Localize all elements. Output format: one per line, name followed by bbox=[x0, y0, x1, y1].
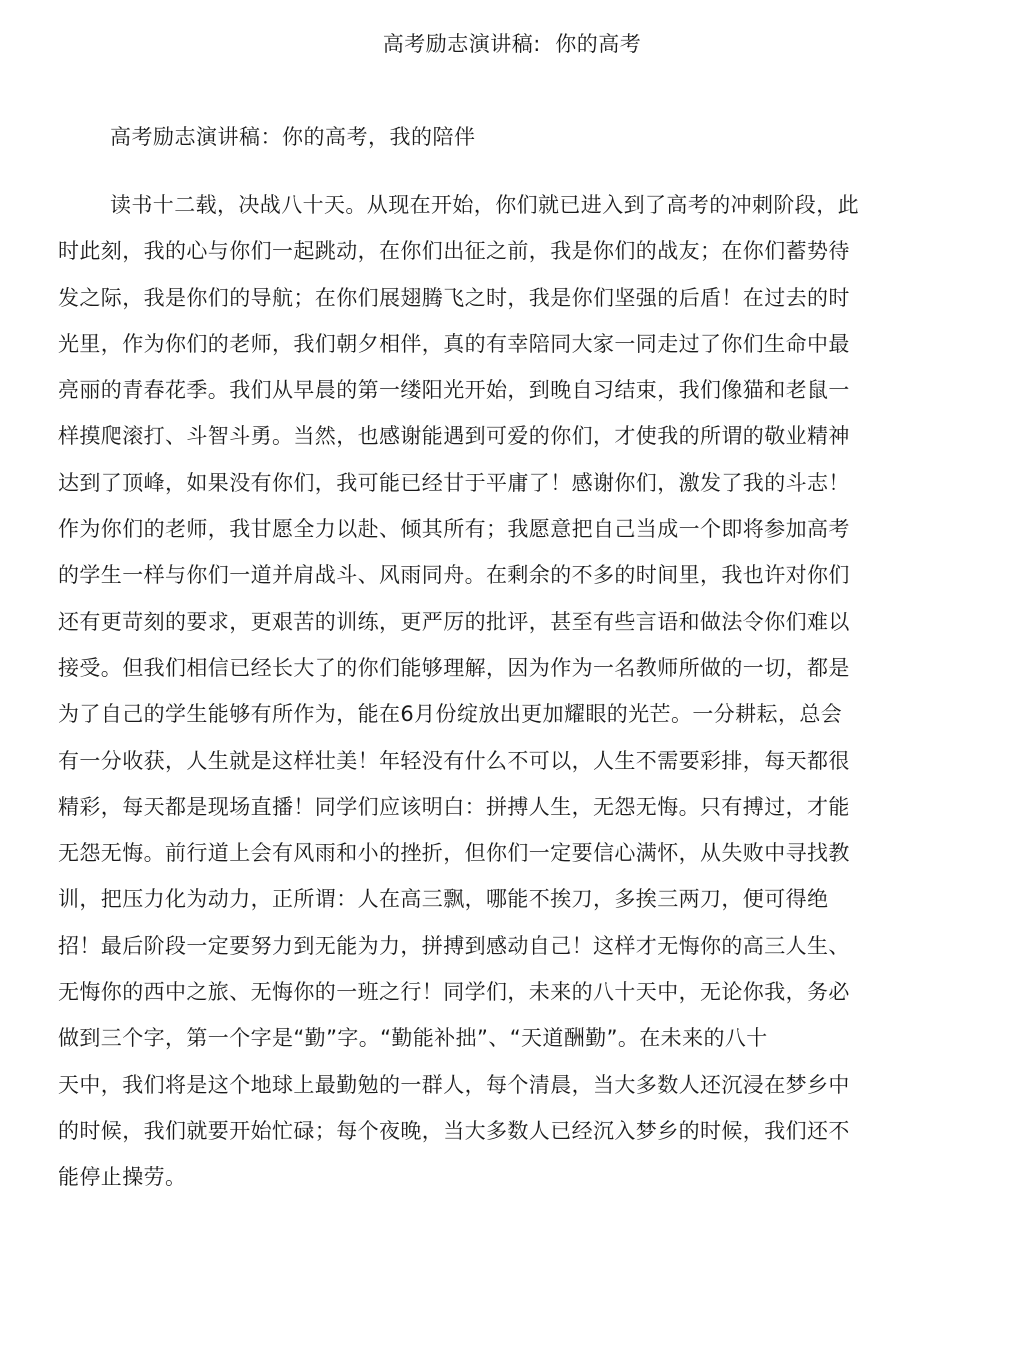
body-line: 能停止操劳。 bbox=[58, 1165, 187, 1190]
body-line: 达到了顶峰，如果没有你们，我可能已经甘于平庸了！感谢你们，激发了我的斗志！ bbox=[58, 470, 850, 495]
body-line: 无怨无悔。前行道上会有风雨和小的挫折，但你们一定要信心满怀，从失败中寻找教 bbox=[58, 841, 850, 866]
body-line: 招！最后阶段一定要努力到无能为力，拼搏到感动自己！这样才无悔你的高三人生、 bbox=[58, 933, 850, 958]
body-line: 光里，作为你们的老师，我们朝夕相伴，真的有幸陪同大家一同走过了你们生命中最 bbox=[58, 331, 850, 356]
body-line: 样摸爬滚打、斗智斗勇。当然，也感谢能遇到可爱的你们，才使我的所谓的敬业精神 bbox=[58, 424, 850, 449]
body-line: 无悔你的西中之旅、无悔你的一班之行！同学们，未来的八十天中，无论你我，务必 bbox=[58, 980, 850, 1005]
body-line: 发之际，我是你们的导航；在你们展翅腾飞之时，我是你们坚强的后盾！在过去的时 bbox=[58, 285, 850, 310]
body-line: 做到三个字，第一个字是“勤”字。“勤能补拙”、“天道酬勤”。在未来的八十 bbox=[58, 1026, 768, 1051]
body-line: 的学生一样与你们一道并肩战斗、风雨同舟。在剩余的不多的时间里，我也许对你们 bbox=[58, 563, 850, 588]
body-line: 有一分收获，人生就是这样壮美！年轻没有什么不可以，人生不需要彩排，每天都很 bbox=[58, 748, 850, 773]
body-line: 训，把压力化为动力，正所谓：人在高三飘，哪能不挨刀，多挨三两刀，便可得绝 bbox=[58, 887, 829, 912]
body-line: 接受。但我们相信已经长大了的你们能够理解，因为作为一名教师所做的一切，都是 bbox=[58, 655, 850, 680]
speech-body bbox=[58, 182, 938, 1201]
body-line: 时此刻，我的心与你们一起跳动，在你们出征之前，我是你们的战友；在你们蓄势待 bbox=[58, 239, 850, 264]
body-line: 还有更苛刻的要求，更艰苦的训练，更严厉的批评，甚至有些言语和做法令你们难以 bbox=[58, 609, 850, 634]
body-line: 天中，我们将是这个地球上最勤勉的一群人，每个清晨，当大多数人还沉浸在梦乡中 bbox=[58, 1072, 850, 1097]
body-line: 读书十二载，决战八十天。从现在开始，你们就已进入到了高考的冲刺阶段，此 bbox=[110, 193, 859, 217]
body-line: 精彩，每天都是现场直播！同学们应该明白：拼搏人生，无怨无悔。只有搏过，才能 bbox=[58, 794, 850, 819]
body-line: 的时候，我们就要开始忙碌；每个夜晚，当大多数人已经沉入梦乡的时候，我们还不 bbox=[58, 1118, 850, 1143]
body-line: 亮丽的青春花季。我们从早晨的第一缕阳光开始，到晚自习结束，我们像猫和老鼠一 bbox=[58, 378, 850, 403]
speech-subtitle: 高考励志演讲稿：你的高考，我的陪伴 bbox=[110, 125, 476, 149]
body-line: 为了自己的学生能够有所作为，能在6月份绽放出更加耀眼的光芒。一分耕耘，总会 bbox=[58, 702, 843, 727]
page-title: 高考励志演讲稿: 你的高考 bbox=[382, 32, 642, 56]
body-line: 作为你们的老师，我甘愿全力以赴、倾其所有；我愿意把自己当成一个即将参加高考 bbox=[58, 517, 850, 542]
